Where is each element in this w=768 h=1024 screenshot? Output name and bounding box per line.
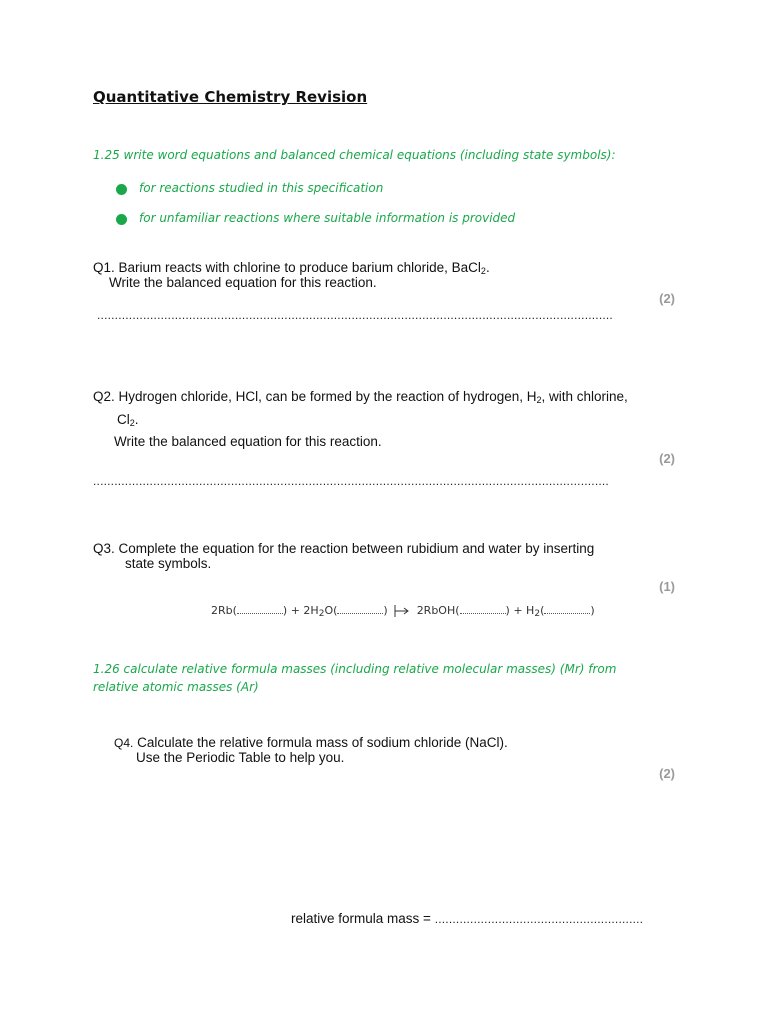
state-symbol-blank[interactable] — [237, 604, 283, 614]
q4-marks: (2) — [659, 766, 675, 781]
state-symbol-blank[interactable] — [337, 604, 383, 614]
state-symbol-blank[interactable] — [544, 604, 590, 614]
q4-line2: Use the Periodic Table to help you. — [136, 750, 345, 765]
q3-equation: 2Rb( ) + $2H_2O$( ) 2RbOH( ) + $H_2$( ) — [211, 604, 595, 619]
q1-marks: (2) — [659, 291, 675, 306]
bullet-dot — [116, 184, 127, 195]
q2-line3: Write the balanced equation for this reaction. — [114, 434, 382, 449]
q2-line2: $Cl_2$. — [117, 412, 139, 428]
bullet-dot — [116, 214, 127, 225]
q4-answer-line[interactable]: ........................................................... — [434, 912, 644, 926]
q2-line1: Q2. Hydrogen chloride, HCl, can be formed by the reaction of hydrogen, $H_2$, with chlorine, — [93, 389, 628, 405]
spec-1-25: 1.25 write word equations and balanced chemical equations (including state symbols): — [93, 148, 616, 162]
state-symbol-blank[interactable] — [460, 604, 506, 614]
q1-line2: Write the balanced equation for this reaction. — [109, 275, 377, 290]
q4-answer-row — [291, 911, 668, 927]
bullet-2: for unfamiliar reactions where suitable information is provided — [139, 211, 516, 225]
q3-line1: Q3. Complete the equation for the reaction between rubidium and water by inserting — [93, 541, 595, 556]
q2-answer-line[interactable]: .................................................................................................................................................. — [93, 474, 609, 488]
page-title: Quantitative Chemistry Revision — [93, 88, 368, 106]
q3-marks: (1) — [659, 579, 675, 594]
spec-1-26: 1.26 calculate relative formula masses (including relative molecular masses) (Mr) from relative atomic masses (Ar) — [93, 662, 617, 694]
q4-line1: Q4. Calculate the relative formula mass of sodium chloride (NaCl). — [114, 735, 508, 750]
q2-marks: (2) — [659, 451, 675, 466]
q1-answer-line[interactable]: .................................................................................................................................................. — [97, 308, 613, 322]
q3-line2: state symbols. — [125, 556, 212, 571]
answer-label: relative formula mass = — [291, 911, 431, 926]
reaction-arrow-icon — [394, 605, 410, 617]
q1-line1: Q1. Barium reacts with chlorine to produce barium chloride, BaCl$_2$. — [93, 260, 490, 276]
bullet-1: for reactions studied in this specification — [139, 181, 384, 195]
